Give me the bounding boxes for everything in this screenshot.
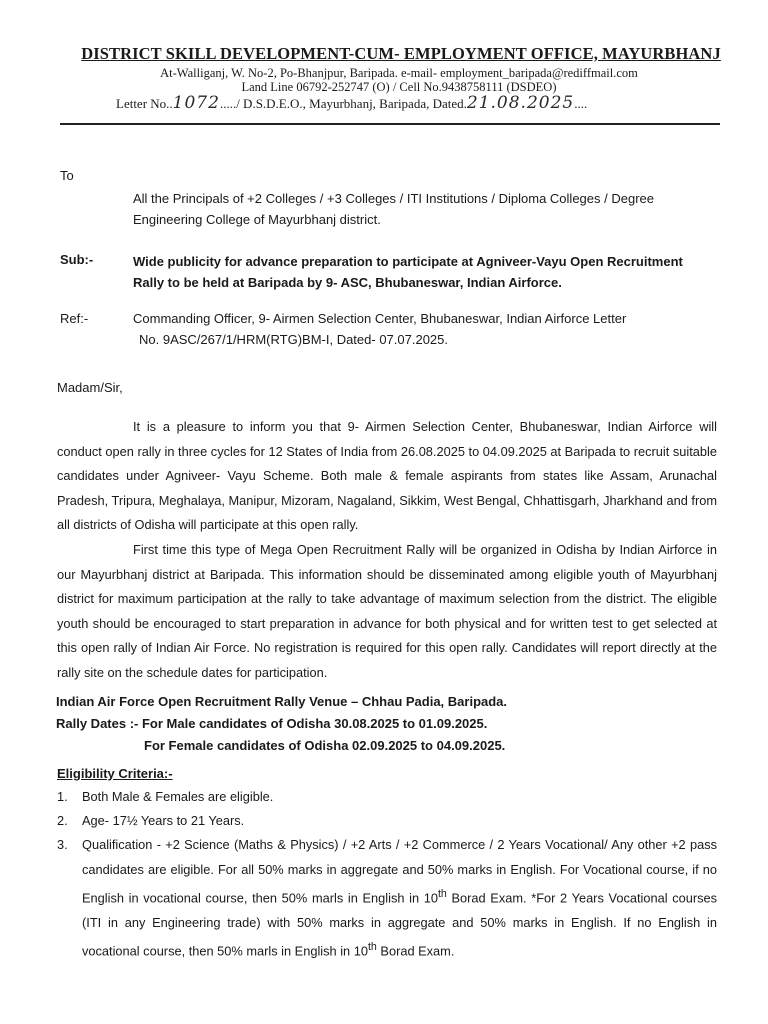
ref-line-2: No. 9ASC/267/1/HRM(RTG)BM-I, Dated- 07.07.2025. [139, 332, 448, 347]
office-title: DISTRICT SKILL DEVELOPMENT-CUM- EMPLOYMENT OFFICE, MAYURBHANJ [81, 44, 721, 63]
list-item-qualification [57, 833, 717, 964]
ref-label: Ref:- [60, 311, 89, 326]
salutation: Madam/Sir, [57, 380, 123, 395]
ordinal-superscript: th [367, 941, 377, 954]
addressee: All the Principals of +2 Colleges / +3 Colleges / ITI Institutions / Diploma Colleges / Degree Engineering College of Mayurbhanj district. [133, 191, 654, 227]
body-paragraph-1: It is a pleasure to inform you that 9- Airmen Selection Center, Bhubaneswar, Indian Airforce will conduct open rally in three cycles for 12 States of India from 26.08.2025 to 04.09.2025 at Baripada to recruit suitable candidates under Agniveer- Vayu Scheme. Both male & female aspirants from states like Assam, Arunachal Pradesh, Tripura, Meghalaya, Manipur, Mizoram, Nagaland, Sikkim, West Bengal, Chhattisgarh, Jharkhand and from all districts of Odisha will participate at this open rally. [57, 419, 717, 533]
eligibility-title: Eligibility Criteria:- [57, 766, 173, 781]
subject-text: Wide publicity for advance preparation to participate at Agniveer-Vayu Open Recruitment Rally to be held at Baripada by 9- ASC, Bhubaneswar, Indian Airforce. [133, 254, 683, 290]
list-number: 3. [57, 837, 68, 852]
list-text: Age- 17½ Years to 21 Years. [82, 813, 245, 828]
ordinal-superscript: th [437, 888, 447, 900]
list-number: 1. [57, 789, 68, 804]
header-divider [60, 123, 720, 125]
body-paragraph-2: First time this type of Mega Open Recruitment Rally will be organized in Odisha by Indian Airforce in our Mayurbhanj district at Baripada. This information should be disseminated among eligible youth of Mayurbhanj district for maximum participation at the rally to take advantage of maximum selection from the district. The eligible youth should be encouraged to start preparation in advance for both physical and for written test to get selected at this open rally of Indian Air Force. No registration is required for this open rally. Candidates will report directly at the rally site on the schedule dates for participation. [57, 541, 717, 680]
list-number: 2. [57, 813, 68, 828]
rally-dates-female: For Female candidates of Odisha 02.09.2025 to 04.09.2025. [144, 738, 506, 753]
subject-label: Sub:- [60, 252, 94, 267]
letter-mid: ...../ D.S.D.E.O., Mayurbhanj, Baripada, Dated. [219, 96, 467, 111]
office-address: At-Walliganj, W. No-2, Po-Bhanjpur, Baripada. e-mail- employment_baripada@rediffmail.com [160, 66, 638, 80]
list-item [57, 809, 717, 833]
qualification-text-2: Borad Exam. *For 2 Years Vocational courses (ITI in any Engineering trade) with 50% marks in aggregate and 50% marks in English. If no English in vocational course, then 50% marls in English in 10 [82, 890, 718, 959]
qualification-text-1: Qualification - +2 Science (Maths & Physics) / +2 Arts / +2 Commerce / 2 Years Vocational/ Any other +2 pass candidates are eligible. For all 50% marks in aggregate and 50% marks in English. For Vocational course, if no English in vocational course, then 50% marls in English in 10 [82, 837, 717, 906]
list-text: Both Male & Females are eligible. [82, 789, 274, 804]
qualification-text-3: Borad Exam. [376, 943, 455, 959]
letter-date: 21.08.2025 [466, 93, 575, 113]
rally-venue: Indian Air Force Open Recruitment Rally Venue – Chhau Padia, Baripada. [56, 694, 508, 709]
letter-number: 1072 [172, 93, 220, 113]
list-item [57, 785, 717, 809]
letter-number-line [116, 93, 587, 113]
rally-dates-male: Rally Dates :- For Male candidates of Odisha 30.08.2025 to 01.09.2025. [56, 716, 488, 731]
body-text [57, 415, 717, 686]
ref-line-1: Commanding Officer, 9- Airmen Selection Center, Bhubaneswar, Indian Airforce Letter [133, 311, 627, 326]
letter-prefix: Letter No.. [116, 96, 173, 111]
office-phone: Land Line 06792-252747 (O) / Cell No.9438758111 (DSDEO) [241, 80, 557, 94]
letter-suffix: .... [574, 96, 588, 111]
to-label: To [60, 168, 74, 183]
eligibility-list [57, 785, 717, 964]
